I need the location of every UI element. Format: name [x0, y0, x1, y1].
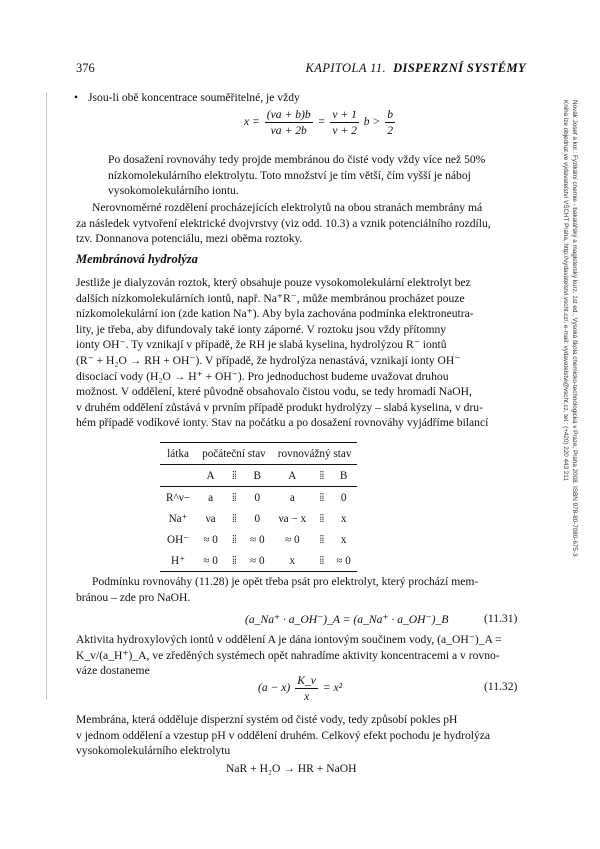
equation-number: (11.32): [484, 680, 518, 693]
equation-number: (11.31): [484, 612, 518, 625]
chapter-label: KAPITOLA 11.: [305, 61, 387, 75]
paragraph-2: Nerovnoměrné rozdělení procházejících elektrolytů na obou stranách membrány má za následek vytvoření elektrické dvojvrstvy (viz odd. 10.3) a vznik potenciálního rozdílu, tzv. Donnanova potenciálu, mezi oběma roztoky.: [76, 201, 491, 246]
th-initial: počáteční stav: [196, 443, 272, 465]
table-row: H⁺ ≈ 0 ⁞⁞ ≈ 0 x ⁞⁞ ≈ 0: [160, 550, 357, 572]
sub-a: A: [196, 465, 225, 487]
table-row: R^ν− a ⁞⁞ 0 a ⁞⁞ 0: [166, 491, 347, 504]
reaction-equation: NaR + H₂O → HR + NaOH: [226, 762, 357, 775]
page-number: 376: [76, 61, 95, 75]
eq1-fraction-3: $\frac{b}{2}$: [387, 108, 394, 137]
margin-bar: [46, 92, 47, 700]
sub-b: B: [330, 465, 358, 487]
eq1-lhs: x =: [244, 115, 260, 129]
running-header: [306, 61, 526, 76]
paragraph-6: Membrána, která odděluje disperzní systém od čisté vody, tedy způsobí pokles pH v jednom oddělení a vzestup pH v oddělení druhém. Celkový efekt pochodu je hydrolýza vysokomolekulárního elektrolytu: [76, 713, 491, 758]
side-note-line-2: Kniha lze objednat ve vydavatelství VŠCHT Praha, http://vydavatelstvi.vscht.cz/, e-mail: vydavatelstvi@vscht.cz, tel.: (+420) 220 443 211: [562, 100, 570, 481]
paragraph-3: Jestliže je dialyzován roztok, který obsahuje pouze vysokomolekulární elektrolyt bez dalších nízkomolekulárních iontů, např. Na⁺R⁻, může membránou procházet pouze nízkomolekulární ion (zde kation Na⁺). Aby byla zachována podmínka elektroneutra- lity, je třeba, aby difundovaly také ionty záporné. V roztoku jsou vždy přítomny ionty OH⁻. Ty vznikají v případě, že RH je slabá kyselina, hydrolýzou R⁻ iontů (R⁻ + H₂O → RH + OH⁻). V případě, že hydrolýza nenastává, vznikají ionty OH⁻ disociací vody (H₂O → H⁺ + OH⁻). Pro jednoduchost budeme uvažovat druhou možnost. V oddělení, které původně obsahovalo čistou vodu, se tedy hromadí NaOH, v druhém oddělení zůstává v prvním případě produkt hydrolýzy – slabá kyselina, v dru- hém případě vodíkové ionty. Stav na počátku a po dosažení rovnováhy vyjádříme bilancí: [76, 276, 489, 430]
equation-11-31: (a_Na⁺ · a_OH⁻)_A = (a_Na⁺ · a_OH⁻)_B: [245, 613, 449, 626]
balance-table: látka počáteční stav rovnovážný stav A ⁞⁞ B A ⁞⁞ B R^ν− a ⁞⁞ 0 a ⁞⁞ 0 Na⁺ νa ⁞⁞ 0 νa − x ⁞⁞ x OH⁻ ≈ 0 ⁞⁞ ≈ 0 ≈ 0 ⁞⁞ x H⁺ ≈ 0 ⁞⁞ ≈ 0 x ⁞⁞ ≈ 0: [160, 442, 357, 572]
side-note: [562, 100, 578, 620]
table-row: Na⁺ νa ⁞⁞ 0 νa − x ⁞⁞ x: [168, 512, 347, 525]
eq1-equals: =: [317, 115, 326, 129]
bullet-item: • Jsou-li obě koncentrace souměřitelné, je vždy: [88, 91, 300, 104]
chapter-title: DISPERZNÍ SYSTÉMY: [393, 61, 526, 75]
eq1-fraction-2: $\frac{\nu + 1}{\nu + 2}$: [332, 108, 357, 137]
sub-b: B: [243, 465, 272, 487]
paragraph-5: Aktivita hydroxylových iontů v oddělení A je dána iontovým součinem vody, (a_OH⁻)_A = K_v/(a_H⁺)_A, ve zředěných systémech opět nahradíme aktivity koncentracemi a v rovno- váze dostaneme: [76, 633, 502, 678]
th-substance: látka: [160, 443, 196, 465]
section-heading: Membránová hydrolýza: [76, 252, 198, 266]
eq1-fraction-1: $\frac{(\nu a + b)b}{\nu a + 2b}$: [266, 108, 311, 137]
paragraph-1: Po dosažení rovnováhy tedy projde membránou do čisté vody vždy více než 50% nízkomolekulárního elektrolytu. Toto množství je tím větší, čím vyšší je náboj vysokomolekulárního iontu.: [108, 153, 486, 198]
sub-a: A: [272, 465, 313, 487]
equation-x: [244, 107, 397, 138]
paragraph-4: Podmínku rovnováhy (11.28) je opět třeba psát pro elektrolyt, který prochází mem- bránou – zde pro NaOH.: [76, 575, 479, 604]
th-equilibrium: rovnovážný stav: [272, 443, 358, 465]
side-note-line-1: Novák Josef a kol.: Fyzikální chemie - bakalářský a magisterský kurz, 1st ed., Vysoká škola chemicko-technologická v Praze, Praha 2008. ISBN 978-80-7080-675-3: [571, 100, 578, 557]
equation-11-32: (a − x) $\frac{K\_v}{x}$ = x²: [258, 674, 343, 703]
table-row: OH⁻ ≈ 0 ⁞⁞ ≈ 0 ≈ 0 ⁞⁞ x: [167, 533, 347, 546]
eq1-tail: b >: [363, 115, 381, 129]
